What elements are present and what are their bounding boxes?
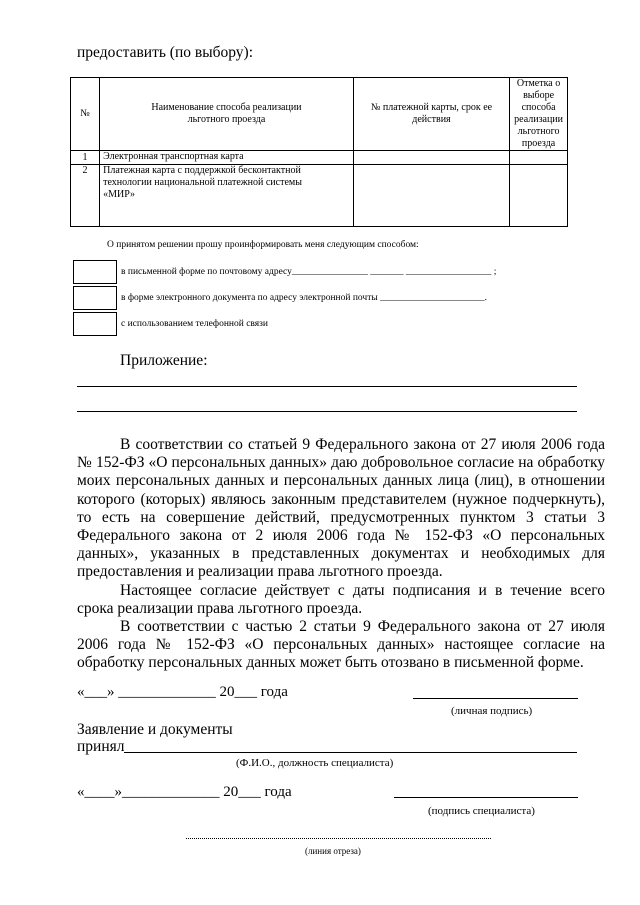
row-number: 1 [71, 151, 100, 165]
row-number: 2 [71, 165, 100, 227]
row-card-cell[interactable] [353, 151, 509, 165]
row-choice-cell[interactable] [510, 165, 568, 227]
attachment-label: Приложение: [120, 352, 208, 369]
table-row [71, 165, 568, 227]
personal-signature-line[interactable] [413, 698, 578, 699]
accepted-label-1: Заявление и документы [77, 721, 233, 738]
notify-option-postal: в письменной форме по почтовому адресу________________ _______ __________________ ; [121, 267, 497, 277]
row-method-name: Электронная транспортная карта [100, 151, 354, 165]
consent-paragraph: В соответствии со статьей 9 Федерального закона от 27 июля 2006 года № 152-ФЗ «О персональных данных» даю добровольное согласие на обработку моих персональных данных и персональных данных лица (лиц), в отношении которого (которых) являюсь законным представителем (нужное подчеркнуть), то есть на совершение действий, предусмотренных пунктом 3 статьи 3 Федерального закона от 2 июля 2006 года № 152-ФЗ «О персональных данных», указанных в представленных документах и необходимых для предоставления и реализации права льготного проезда. [77, 436, 605, 581]
specialist-signature-caption: (подпись специалиста) [428, 805, 535, 817]
notify-option-email: в форме электронного документа по адресу электронной почты ______________________. [121, 293, 487, 303]
header-card-number: № платежной карты, срок ее действия [353, 78, 509, 151]
table-row [71, 151, 568, 165]
checkbox-phone[interactable] [73, 312, 117, 336]
date-line-applicant[interactable]: «___» _____________ 20___ года [77, 684, 288, 700]
row-method-name: Платежная карта с поддержкой бесконтактной технологии национальной платежной системы «МИР» [100, 165, 354, 227]
checkbox-email[interactable] [73, 286, 117, 310]
header-method: Наименование способа реализации льготного проезда [100, 78, 354, 151]
consent-paragraph: Настоящее согласие действует с даты подписания и в течение всего срока реализации права льготного проезда. [77, 581, 605, 617]
notify-intro: О принятом решении прошу проинформировать меня следующим способом: [107, 240, 419, 250]
options-table [70, 77, 568, 227]
consent-text [77, 436, 605, 673]
cut-line [186, 838, 491, 839]
attachment-line-2[interactable] [77, 411, 577, 412]
consent-paragraph: В соответствии с частью 2 статьи 9 Федерального закона от 27 июля 2006 года № 152-ФЗ «О персональных данных» настоящее согласие на обработку персональных данных может быть отозвано в письменной форме. [77, 618, 605, 672]
row-card-cell[interactable] [353, 165, 509, 227]
checkbox-postal[interactable] [73, 260, 117, 284]
specialist-signature-line[interactable] [394, 797, 578, 798]
accepted-label-2: принял [77, 738, 125, 755]
date-line-specialist[interactable]: «____»_____________ 20___ года [77, 784, 292, 800]
intro-text: предоставить (по выбору): [77, 44, 254, 61]
header-number: № [71, 78, 100, 151]
specialist-name-caption: (Ф.И.О., должность специалиста) [236, 757, 394, 769]
specialist-name-line[interactable] [124, 752, 577, 753]
notify-option-phone: с использованием телефонной связи [121, 319, 268, 329]
cut-line-caption: (линия отреза) [305, 846, 361, 856]
attachment-line-1[interactable] [77, 386, 577, 387]
table-header-row [71, 78, 568, 151]
row-choice-cell[interactable] [510, 151, 568, 165]
header-choice-mark: Отметка о выборе способа реализации льготного проезда [510, 78, 568, 151]
personal-signature-caption: (личная подпись) [451, 705, 533, 717]
